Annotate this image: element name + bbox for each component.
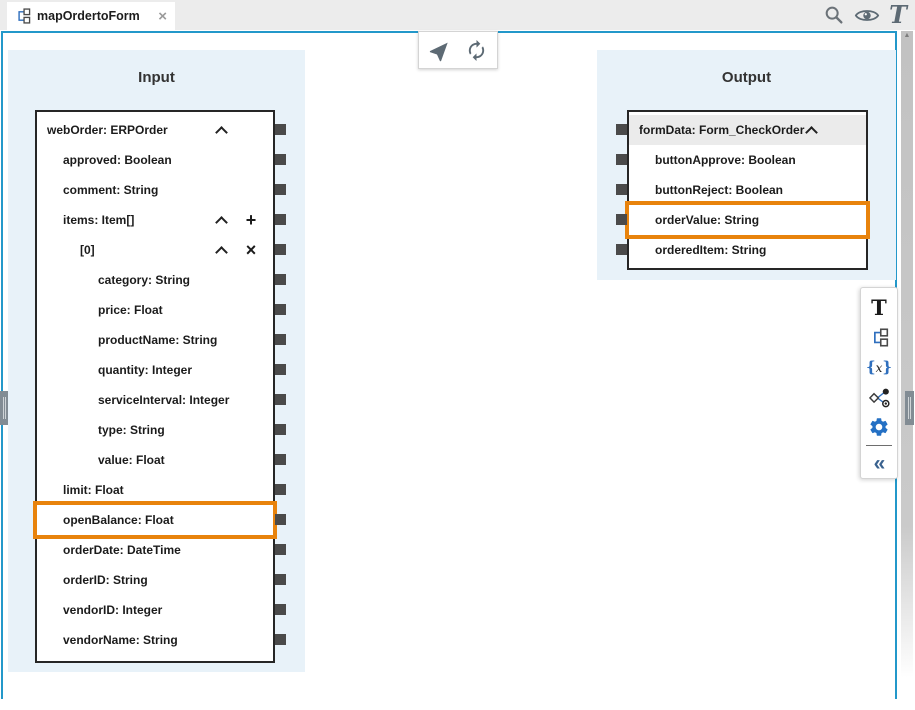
side-toolbar bbox=[860, 287, 898, 479]
navigation-arrow-icon[interactable] bbox=[429, 38, 453, 62]
text-t-icon[interactable]: T bbox=[871, 294, 887, 320]
tree-row-label: price: Float bbox=[98, 303, 163, 317]
output-panel bbox=[597, 50, 896, 280]
connector-port[interactable] bbox=[275, 394, 286, 405]
tree-row[interactable] bbox=[629, 175, 866, 205]
top-actions bbox=[823, 0, 909, 30]
tab-bar bbox=[0, 0, 915, 30]
connector-port[interactable] bbox=[275, 514, 286, 525]
connector-port[interactable] bbox=[275, 634, 286, 645]
tree-row-label: orderID: String bbox=[63, 573, 148, 587]
close-icon[interactable]: × bbox=[158, 7, 167, 25]
tab-mapOrdertoForm[interactable] bbox=[7, 2, 175, 30]
remove-icon[interactable]: × bbox=[245, 240, 257, 260]
connector-port[interactable] bbox=[275, 274, 286, 285]
connector-port[interactable] bbox=[275, 334, 286, 345]
connector-port[interactable] bbox=[275, 154, 286, 165]
braces-x-icon[interactable]: {x} bbox=[865, 357, 893, 376]
tree-row-label: openBalance: Float bbox=[63, 513, 174, 527]
connector-port[interactable] bbox=[275, 454, 286, 465]
connector-port[interactable] bbox=[275, 424, 286, 435]
mapping-icon[interactable] bbox=[861, 322, 897, 352]
tree-row[interactable] bbox=[37, 475, 273, 505]
connector-port[interactable] bbox=[275, 604, 286, 615]
tree-row[interactable] bbox=[37, 145, 273, 175]
add-icon[interactable]: + bbox=[245, 210, 257, 230]
connector-port[interactable] bbox=[275, 304, 286, 315]
connector-port[interactable] bbox=[616, 154, 627, 165]
connector-port[interactable] bbox=[275, 184, 286, 195]
tree-row-label: orderDate: DateTime bbox=[63, 543, 181, 557]
tree-row-label: serviceInterval: Integer bbox=[98, 393, 230, 407]
tree-row[interactable] bbox=[37, 205, 273, 235]
tree-row-label: items: Item[] bbox=[63, 213, 135, 227]
tree-row[interactable] bbox=[629, 115, 866, 145]
tree-row[interactable] bbox=[37, 445, 273, 475]
tree-row-label: vendorName: String bbox=[63, 633, 178, 647]
connector-port[interactable] bbox=[275, 574, 286, 585]
output-tree bbox=[627, 110, 868, 270]
tree-row[interactable] bbox=[37, 595, 273, 625]
tree-row-label: type: String bbox=[98, 423, 165, 437]
input-panel-title: Input bbox=[138, 69, 175, 86]
refresh-icon[interactable] bbox=[465, 39, 488, 62]
tree-row-label: category: String bbox=[98, 273, 191, 287]
tree-row[interactable] bbox=[629, 145, 866, 175]
grip-lines bbox=[3, 397, 6, 419]
tree-row[interactable] bbox=[37, 565, 273, 595]
canvas-toolbar bbox=[418, 31, 498, 69]
tab-label: mapOrdertoForm bbox=[37, 9, 140, 23]
input-tree bbox=[35, 110, 275, 663]
connector-port[interactable] bbox=[616, 214, 627, 225]
tree-row-label: quantity: Integer bbox=[98, 363, 193, 377]
tree-row-label: orderedItem: String bbox=[655, 243, 767, 257]
tree-row-label: buttonReject: Boolean bbox=[655, 183, 783, 197]
tree-row[interactable] bbox=[37, 265, 273, 295]
tree-row-label: buttonApprove: Boolean bbox=[655, 153, 796, 167]
tree-row[interactable] bbox=[629, 205, 866, 235]
grip-lines bbox=[908, 397, 911, 419]
tree-row[interactable] bbox=[37, 115, 273, 145]
connector-port[interactable] bbox=[275, 364, 286, 375]
tree-row[interactable] bbox=[37, 385, 273, 415]
collapse-left-icon[interactable]: « bbox=[873, 451, 885, 475]
italic-t-icon[interactable]: T bbox=[889, 0, 907, 29]
toolbar-divider bbox=[866, 445, 892, 446]
tree-row-label: [0] bbox=[80, 243, 95, 257]
tree-row[interactable] bbox=[37, 415, 273, 445]
connector-port[interactable] bbox=[275, 124, 286, 135]
tree-row-label: productName: String bbox=[98, 333, 218, 347]
mapping-icon bbox=[15, 8, 31, 24]
tree-row-label: limit: Float bbox=[63, 483, 124, 497]
tree-row-label: approved: Boolean bbox=[63, 153, 172, 167]
output-panel-title: Output bbox=[721, 69, 772, 86]
tree-row[interactable] bbox=[37, 235, 273, 265]
connector-port[interactable] bbox=[275, 544, 286, 555]
tree-row-label: vendorID: Integer bbox=[63, 603, 163, 617]
tree-row-label: value: Float bbox=[98, 453, 165, 467]
tree-row-label: comment: String bbox=[63, 183, 159, 197]
vertical-scrollbar[interactable] bbox=[901, 31, 913, 691]
tree-row[interactable] bbox=[37, 175, 273, 205]
tree-row[interactable] bbox=[37, 325, 273, 355]
tree-row-label: webOrder: ERPOrder bbox=[47, 123, 168, 137]
connector-port[interactable] bbox=[616, 244, 627, 255]
connector-port[interactable] bbox=[275, 214, 286, 225]
right-splitter-grip[interactable] bbox=[905, 391, 914, 425]
tree-row[interactable] bbox=[37, 625, 273, 655]
connector-port[interactable] bbox=[275, 484, 286, 495]
gear-icon[interactable] bbox=[861, 412, 897, 442]
connector-port[interactable] bbox=[616, 124, 627, 135]
transformer-icon[interactable] bbox=[861, 382, 897, 412]
input-panel bbox=[8, 50, 305, 672]
eye-icon[interactable] bbox=[854, 7, 880, 24]
connector-port[interactable] bbox=[275, 244, 286, 255]
scroll-up-icon[interactable]: ▲ bbox=[903, 32, 911, 39]
tree-row[interactable] bbox=[37, 535, 273, 565]
connector-port[interactable] bbox=[616, 184, 627, 195]
tree-row[interactable] bbox=[37, 355, 273, 385]
tree-row[interactable] bbox=[37, 295, 273, 325]
tree-row[interactable] bbox=[629, 235, 866, 265]
search-icon[interactable] bbox=[823, 4, 845, 26]
tree-row[interactable] bbox=[37, 505, 273, 535]
tree-row-label: formData: Form_CheckOrder bbox=[639, 123, 805, 137]
tree-row-label: orderValue: String bbox=[655, 213, 760, 227]
